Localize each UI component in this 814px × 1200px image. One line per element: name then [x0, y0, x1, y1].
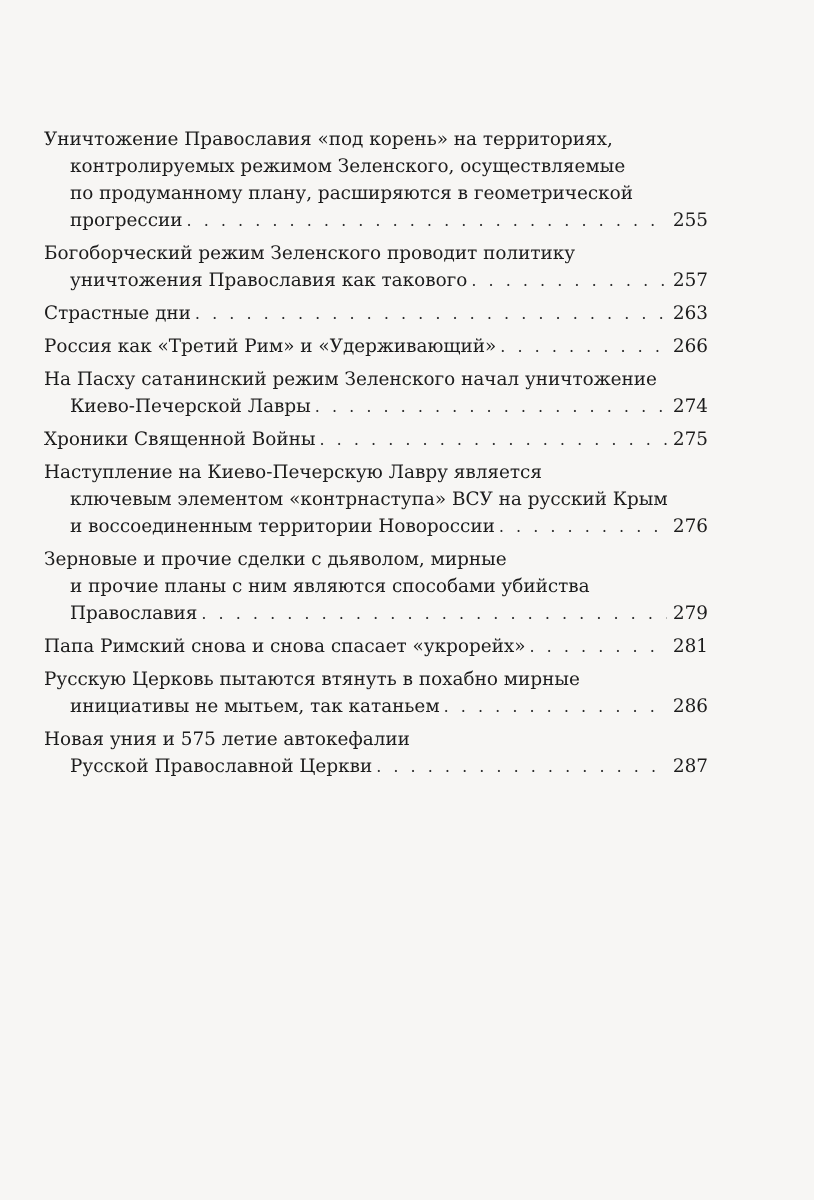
toc-entry-title-line: Уничтожение Православия «под корень» на территориях,: [44, 129, 613, 150]
toc-page-number: 266: [672, 336, 708, 357]
toc-entry-title-line: Зерновые и прочие сделки с дьяволом, мирные: [44, 549, 507, 570]
toc-entry: [44, 366, 708, 420]
toc-entry-leader-row: [44, 333, 708, 360]
toc-page-number: 257: [672, 270, 708, 291]
toc-entry-leader-row: [44, 267, 708, 294]
toc-entry: [44, 459, 708, 540]
dot-leader: [530, 633, 667, 660]
toc-entry-title-line: Богоборческий режим Зеленского проводит политику: [44, 243, 576, 264]
toc-entry-title-line: Папа Римский снова и снова спасает «укрорейх»: [44, 636, 526, 657]
toc-page-number: 255: [672, 210, 708, 231]
dot-leader: [320, 426, 667, 453]
toc-entry-title-line: и прочие планы с ним являются способами убийства: [70, 576, 590, 597]
toc-entry-title-line: контролируемых режимом Зеленского, осуществляемые: [70, 156, 626, 177]
toc-entry: [44, 546, 708, 627]
toc-entry-leader-row: [44, 600, 708, 627]
dot-leader: [471, 267, 667, 294]
toc-entry-title-line: уничтожения Православия как такового: [70, 270, 468, 291]
toc-entry: [44, 126, 708, 234]
toc-entry-leader-row: [44, 753, 708, 780]
toc-entry-leader-row: [44, 513, 708, 540]
toc-entry: [44, 240, 708, 294]
table-of-contents: [44, 126, 708, 786]
dot-leader: [376, 753, 667, 780]
toc-entry: [44, 633, 708, 660]
toc-entry: [44, 300, 708, 327]
toc-page-number: 263: [672, 303, 708, 324]
dot-leader: [315, 393, 667, 420]
toc-entry: [44, 333, 708, 360]
toc-entry-title-line: ключевым элементом «контрнаступа» ВСУ на русский Крым: [70, 489, 668, 510]
toc-page-number: 287: [672, 756, 708, 777]
dot-leader: [444, 693, 667, 720]
toc-entry: [44, 666, 708, 720]
toc-page-number: 275: [672, 429, 708, 450]
toc-entry-leader-row: [44, 693, 708, 720]
toc-entry-title-line: На Пасху сатанинский режим Зеленского начал уничтожение: [44, 369, 657, 390]
toc-entry-title-line: Киево-Печерской Лавры: [70, 396, 311, 417]
toc-entry-title-line: Россия как «Третий Рим» и «Удерживающий»: [44, 336, 497, 357]
toc-entry-leader-row: [44, 393, 708, 420]
toc-entry-title-line: прогрессии: [70, 210, 183, 231]
toc-entry-leader-row: [44, 207, 708, 234]
toc-page-number: 286: [672, 696, 708, 717]
dot-leader: [195, 300, 667, 327]
toc-entry-title-line: Новая уния и 575 летие автокефалии: [44, 729, 410, 750]
toc-entry-title-line: Православия: [70, 603, 198, 624]
toc-entry: [44, 426, 708, 453]
toc-entry-title-line: Хроники Священной Войны: [44, 429, 316, 450]
dot-leader: [201, 600, 667, 627]
toc-page-number: 281: [672, 636, 708, 657]
toc-entry-leader-row: [44, 300, 708, 327]
toc-entry-title-line: по продуманному плану, расширяются в геометрической: [70, 183, 633, 204]
toc-entry-leader-row: [44, 633, 708, 660]
dot-leader: [500, 333, 667, 360]
toc-entry-title-line: инициативы не мытьем, так катаньем: [70, 696, 440, 717]
dot-leader: [187, 207, 667, 234]
toc-page-number: 274: [672, 396, 708, 417]
toc-entry-title-line: Русскую Церковь пытаются втянуть в похабно мирные: [44, 669, 580, 690]
toc-entry-title-line: Наступление на Киево-Печерскую Лавру является: [44, 462, 542, 483]
toc-page-number: 279: [672, 603, 708, 624]
toc-entry-leader-row: [44, 426, 708, 453]
dot-leader: [499, 513, 667, 540]
toc-entry-title-line: и воссоединенным территории Новороссии: [70, 516, 495, 537]
toc-entry-title-line: Русской Православной Церкви: [70, 756, 373, 777]
toc-entry: [44, 726, 708, 780]
toc-page-number: 276: [672, 516, 708, 537]
toc-entry-title-line: Страстные дни: [44, 303, 191, 324]
